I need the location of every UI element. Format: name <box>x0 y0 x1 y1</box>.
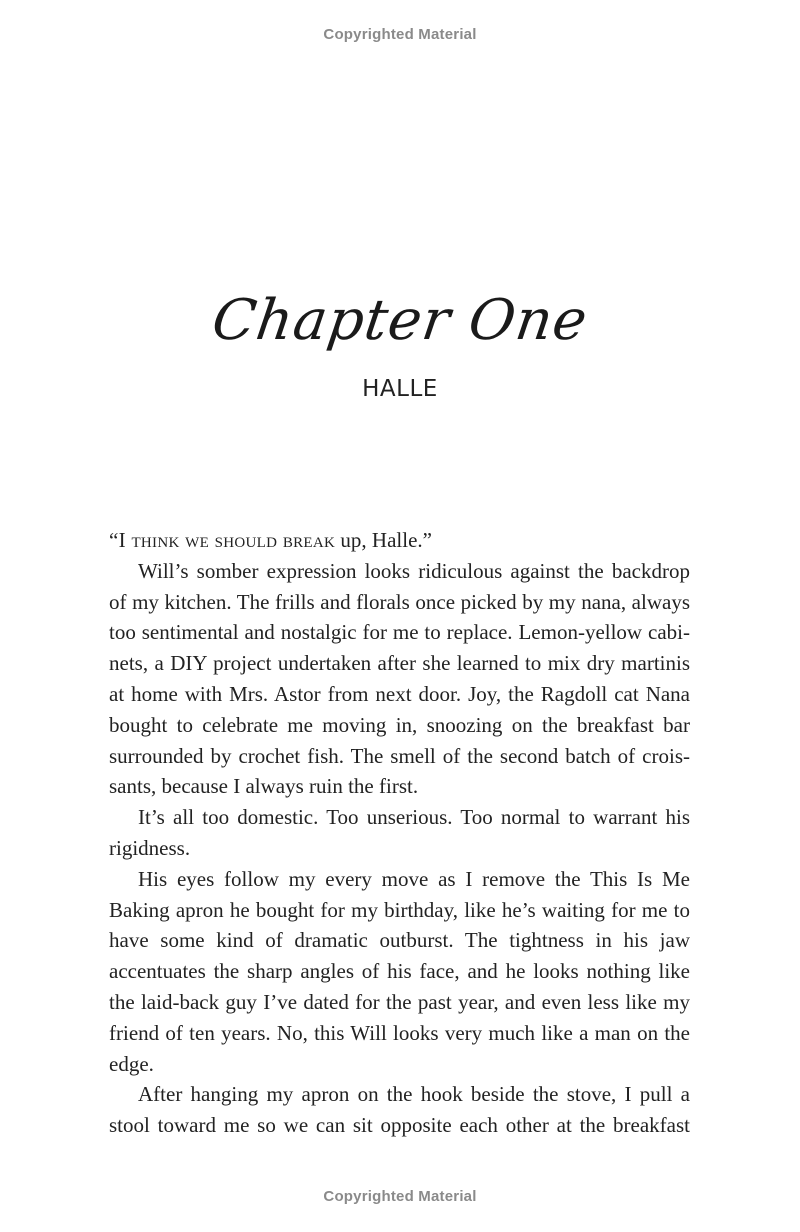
paragraph-3: It’s all too domestic. Too unserious. Too normal to warrant his rigidness. <box>109 805 690 860</box>
chapter-pov-name: HALLE <box>362 376 438 402</box>
opening-small-caps: “I think we should break <box>109 528 336 552</box>
paragraph-2: Will’s somber expression looks ridiculous against the backdrop of my kitchen. The frills and florals once picked by my nana, always too sentimental and nostalgic for me to replace. Lemon-yellow cabinets, a DIY project undertaken after she learned to mix dry martinis at home with Mrs. Astor from next door. Joy, the Ragdoll cat Nana bought to celebrate me moving in, snoozing on the breakfast bar surrounded by crochet fish. The smell of the second batch of croissants, because I always ruin the first. <box>109 558 690 799</box>
chapter-body <box>109 525 690 1141</box>
copyright-watermark-bottom: Copyrighted Material <box>323 1188 477 1205</box>
chapter-title: Chapter One <box>208 288 592 353</box>
paragraph-1 <box>109 525 690 556</box>
paragraph-5: After hanging my apron on the hook beside the stove, I pull a stool toward me so we can sit opposite each other at the breakfast <box>109 1082 690 1138</box>
copyright-watermark-top: Copyrighted Material <box>323 26 477 43</box>
paragraph-4: His eyes follow my every move as I remove the This Is Me Baking apron he bought for my birthday, like he’s waiting for me to have some kind of dramatic outburst. The tightness in his jaw accentuates the sharp angles of his face, and he looks nothing like the laid-back guy I’ve dated for the past year, and even less like my friend of ten years. No, this Will looks very much like a man on the edge. <box>109 866 690 1076</box>
paragraph-1-rest: up, Halle.” <box>335 528 432 552</box>
